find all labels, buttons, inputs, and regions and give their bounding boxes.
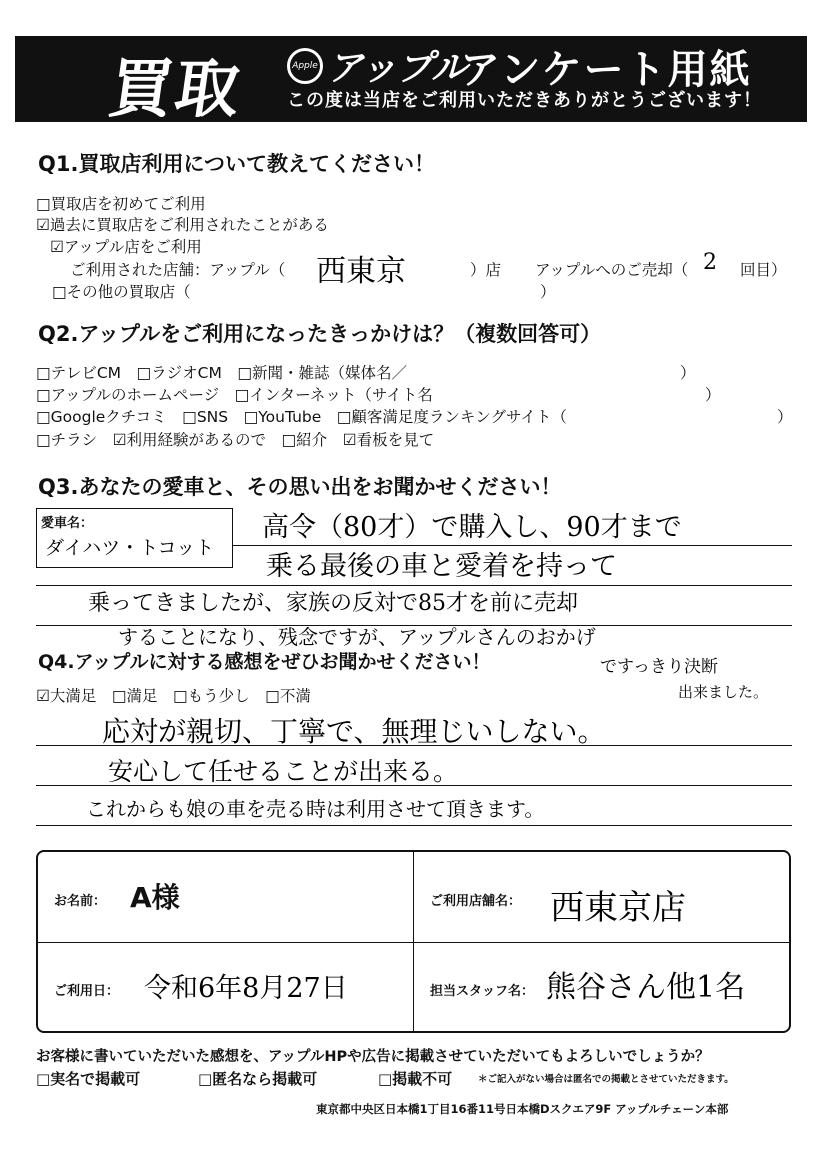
- memory-line-6[interactable]: 出来ました。: [678, 683, 769, 701]
- kaitori-logo: 買取: [103, 53, 247, 127]
- q1-store-label: ご利用された店舗：アップル（: [70, 261, 286, 279]
- staff-name-label: 担当スタッフ名：: [430, 984, 535, 999]
- customer-info-box: [36, 850, 791, 1033]
- q1-option-apple-store[interactable]: ☑アップル店をご利用: [50, 238, 202, 256]
- store-name-handwritten[interactable]: 西東京店: [550, 888, 686, 928]
- memory-line-3[interactable]: 乗ってきましたが、家族の反対で85才を前に売却: [88, 591, 578, 616]
- q1-option-first-time[interactable]: □買取店を初めてご利用: [36, 195, 206, 213]
- info-divider-horizontal: [38, 942, 789, 943]
- q1-option-used-before[interactable]: ☑過去に買取店をご利用されたことがある: [36, 216, 329, 234]
- publish-permission-question: お客様に書いていただいた感想を、アップルHPや広告に掲載させていただいてもよろしいでしょうか？: [36, 1049, 710, 1065]
- hq-address: 東京都中央区日本橋1丁目16番11号日本橋Dスクエア9F アップルチェーン本部: [316, 1102, 729, 1116]
- q2-line-social-close: ）: [777, 408, 793, 426]
- q2-line-other[interactable]: □チラシ ☑利用経験があるので □紹介 ☑看板を見て: [36, 431, 435, 449]
- publish-note: ＊ご記入がない場合は匿名での掲載とさせていただきます。: [478, 1074, 734, 1085]
- comment-line-3[interactable]: これからも娘の車を売る時は利用させて頂きます。: [86, 797, 545, 821]
- memory-line-2[interactable]: 乗る最後の車と愛着を持って: [266, 551, 617, 582]
- publish-option-anonymous[interactable]: □匿名なら掲載可: [198, 1070, 318, 1088]
- q1-heading: Q1.買取店利用について教えてください！: [38, 152, 436, 176]
- car-name-box: [36, 508, 233, 568]
- thanks-message: この度は当店をご利用いただきありがとうございます！: [287, 90, 762, 111]
- staff-name-handwritten[interactable]: 熊谷さん他1名: [546, 970, 746, 1005]
- q1-option-other-store[interactable]: □その他の買取店（: [52, 283, 191, 301]
- visit-date-label: ご利用日：: [54, 984, 120, 999]
- name-value[interactable]: A様: [130, 881, 180, 914]
- publish-option-not-allowed[interactable]: □掲載不可: [378, 1070, 453, 1088]
- q1-store-suffix: ）店: [470, 261, 502, 279]
- q4-line-3: [36, 825, 792, 826]
- q2-line-media-close: ）: [680, 364, 696, 382]
- comment-line-1[interactable]: 応対が親切、丁寧で、無理じいしない。: [102, 715, 606, 748]
- q2-line-web[interactable]: □アップルのホームページ □インターネット（サイト名: [36, 386, 433, 404]
- q1-sale-label: アップルへのご売却（: [535, 261, 689, 279]
- q4-heading: Q4.アップルに対する感想をぜひお聞かせください！: [38, 651, 491, 673]
- car-name-label: 愛車名：: [41, 516, 94, 531]
- visit-date-handwritten[interactable]: 令和6年8月27日: [144, 973, 348, 1004]
- q1-sale-suffix: 回目）: [740, 261, 787, 279]
- q2-heading: Q2.アップルをご利用になったきっかけは？（複数回答可）: [38, 322, 602, 346]
- car-name-handwritten[interactable]: ダイハツ・トコット: [45, 537, 215, 559]
- header-banner: [15, 36, 807, 127]
- memory-line-5[interactable]: ですっきり決断: [600, 657, 718, 677]
- q1-sale-count-handwritten[interactable]: 2: [703, 250, 717, 275]
- apple-circle-logo: Apple: [287, 48, 323, 84]
- publish-option-real-name[interactable]: □実名で掲載可: [36, 1070, 141, 1088]
- q4-satisfaction-options[interactable]: ☑大満足 □満足 □もう少し □不満: [36, 687, 311, 705]
- q2-line-social[interactable]: □Googleクチコミ □SNS □YouTube □顧客満足度ランキングサイト（: [36, 408, 567, 426]
- memory-line-1[interactable]: 高令（80才）で購入し、90才まで: [262, 512, 682, 543]
- name-label: お名前：: [54, 894, 107, 909]
- q3-heading: Q3.あなたの愛車と、その思い出をお聞かせください！: [38, 475, 562, 499]
- q1-other-close: ）: [540, 283, 556, 301]
- comment-line-2[interactable]: 安心して任せることが出来る。: [108, 757, 459, 786]
- q2-line-web-close: ）: [705, 386, 721, 404]
- survey-title: アンケート用紙: [460, 47, 752, 93]
- memory-line-4[interactable]: することになり、残念ですが、アップルさんのおかげ: [118, 625, 596, 649]
- q2-line-media[interactable]: □テレビCM □ラジオCM □新聞・雑誌（媒体名／: [36, 364, 408, 382]
- store-name-label: ご利用店舗名：: [430, 894, 522, 909]
- q1-store-handwritten[interactable]: 西東京: [316, 254, 406, 289]
- brand-name: アップル: [327, 48, 468, 89]
